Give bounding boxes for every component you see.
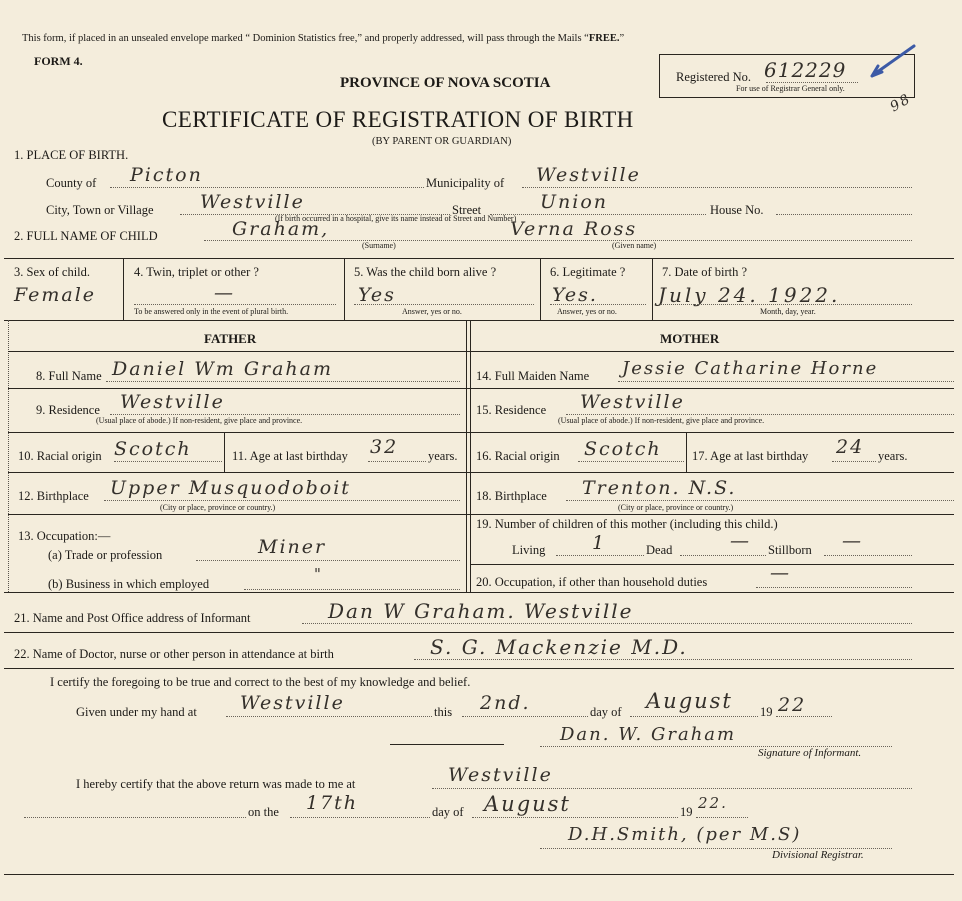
rule-parents-bottom	[4, 592, 954, 593]
county-label: County of	[46, 176, 97, 190]
registration-year-line	[696, 817, 748, 818]
rule-left-margin	[8, 320, 9, 592]
children-label: 19. Number of children of this mother (including this child.)	[476, 517, 778, 531]
rule-row8	[8, 388, 954, 389]
mail-notice	[22, 34, 624, 45]
registered-number-line	[766, 82, 858, 83]
father-racial-line	[114, 461, 222, 462]
registration-month-line	[472, 817, 678, 818]
legitimate-value: Yes.	[552, 284, 598, 306]
rule-parents-top	[4, 320, 954, 321]
stillborn-value: —	[842, 530, 863, 552]
street-value: Union	[540, 191, 609, 213]
living-line	[556, 555, 644, 556]
living-value: 1	[592, 532, 607, 554]
house-label: House No.	[710, 203, 764, 217]
twin-label: 4. Twin, triplet or other ?	[134, 265, 259, 279]
living-label: Living	[512, 543, 546, 557]
father-birthplace-label: 12. Birthplace	[18, 489, 89, 503]
this-label: this	[434, 705, 453, 719]
rule-bottom	[4, 874, 954, 875]
given-year-prefix: 19	[760, 705, 773, 719]
registration-day: 17th	[306, 792, 359, 814]
father-birthplace-line	[104, 500, 460, 501]
registration-year-prefix: 19	[680, 805, 693, 819]
father-age-line	[368, 461, 426, 462]
trade-value: Miner	[258, 536, 327, 558]
dead-value: —	[730, 530, 751, 552]
on-the-label: on the	[248, 805, 279, 819]
father-age-value: 32	[370, 436, 399, 458]
mother-racial-line	[578, 461, 684, 462]
stillborn-label: Stillborn	[768, 543, 812, 557]
informant-signature-label: Signature of Informant.	[758, 747, 862, 759]
certificate-subtitle: (BY PARENT OR GUARDIAN)	[372, 136, 512, 147]
place-of-birth-heading: 1. PLACE OF BIRTH.	[14, 148, 129, 162]
on-the-lead-line	[24, 817, 246, 818]
rule-row10	[8, 472, 954, 473]
city-label: City, Town or Village	[46, 203, 154, 217]
alive-line	[354, 304, 534, 305]
child-name-label: 2. FULL NAME OF CHILD	[14, 229, 158, 243]
rule-row12	[8, 514, 954, 515]
mail-notice-free: FREE.	[588, 33, 620, 44]
father-residence-note: (Usual place of abode.) If non-resident, give place and province.	[96, 416, 303, 425]
alive-value: Yes	[358, 284, 396, 306]
mail-notice-text: This form, if placed in an unsealed envelope marked “ Dominion Statistics free,” and properly addressed, will pass through the Mails “	[22, 33, 589, 44]
dead-label: Dead	[646, 543, 673, 557]
rule-parents-divider	[466, 320, 467, 592]
given-month-line	[630, 716, 758, 717]
business-value: "	[314, 565, 323, 583]
father-heading: FATHER	[204, 331, 257, 346]
informant-line	[302, 623, 912, 624]
dob-line	[660, 304, 912, 305]
doctor-label: 22. Name of Doctor, nurse or other person in attendance at birth	[14, 647, 334, 661]
hospital-note: (If birth occurred in a hospital, give its name instead of Street and Number)	[275, 214, 517, 223]
informant-value: Dan W Graham. Westville	[328, 599, 634, 623]
hereby-text: I hereby certify that the above return was made to me at	[76, 777, 356, 791]
rule-v-mother-age	[686, 432, 687, 472]
father-age-label: 11. Age at last birthday	[232, 449, 348, 463]
dead-line	[680, 555, 766, 556]
twin-line	[134, 304, 336, 305]
father-residence-value: Westville	[120, 391, 225, 413]
mail-notice-close: ”	[619, 33, 625, 44]
mother-occupation-line	[756, 587, 912, 588]
mother-residence-label: 15. Residence	[476, 403, 547, 417]
legitimate-note: Answer, yes or no.	[557, 307, 617, 316]
given-note: (Given name)	[612, 241, 657, 250]
registration-year: 22.	[698, 794, 728, 812]
father-name-line	[106, 381, 460, 382]
father-years: years.	[428, 449, 458, 463]
form-number: FORM 4.	[34, 54, 83, 68]
mother-residence-value: Westville	[580, 391, 685, 413]
trade-label: (a) Trade or profession	[48, 548, 163, 562]
alive-note: Answer, yes or no.	[402, 307, 462, 316]
house-line	[776, 214, 912, 215]
hereby-place-line	[432, 788, 912, 789]
rule-v3	[540, 258, 541, 320]
mother-age-value: 24	[836, 436, 865, 458]
margin-mark: 98	[887, 90, 915, 116]
sex-label: 3. Sex of child.	[14, 265, 91, 279]
trade-line	[196, 560, 460, 561]
mother-birthplace-line	[566, 500, 954, 501]
mother-birthplace-label: 18. Birthplace	[476, 489, 547, 503]
father-name-value: Daniel Wm Graham	[112, 358, 333, 380]
father-racial-value: Scotch	[114, 438, 192, 460]
county-value: Picton	[130, 164, 203, 186]
doctor-value: S. G. Mackenzie M.D.	[430, 635, 688, 659]
registrar-signature-label: Divisional Registrar.	[772, 849, 864, 861]
twin-value: —	[214, 282, 235, 304]
father-residence-label: 9. Residence	[36, 403, 100, 417]
given-label: Given under my hand at	[76, 705, 197, 719]
province-heading: PROVINCE OF NOVA SCOTIA	[340, 75, 551, 91]
mother-years: years.	[878, 449, 908, 463]
registrar-note: For use of Registrar General only.	[736, 84, 845, 93]
municipality-label: Municipality of	[426, 176, 505, 190]
mother-name-line	[618, 381, 954, 382]
child-name-line	[204, 240, 912, 241]
given-place: Westville	[240, 692, 345, 714]
legitimate-label: 6. Legitimate ?	[550, 265, 626, 279]
surname-note: (Surname)	[362, 241, 396, 250]
informant-label: 21. Name and Post Office address of Informant	[14, 611, 251, 625]
registration-day-of: day of	[432, 805, 464, 819]
mother-residence-note: (Usual place of abode.) If non-resident, give place and province.	[558, 416, 765, 425]
rule-row21	[4, 632, 954, 633]
rule-row9	[8, 432, 954, 433]
father-residence-line	[110, 414, 460, 415]
registration-day-line	[290, 817, 430, 818]
mother-heading: MOTHER	[660, 331, 720, 346]
registrar-signature: D.H.Smith, (per M.S)	[568, 824, 802, 845]
mother-racial-value: Scotch	[584, 438, 662, 460]
informant-signature: Dan. W. Graham	[560, 724, 737, 745]
stillborn-line	[824, 555, 912, 556]
given-month: August	[646, 689, 733, 713]
given-day: 2nd.	[480, 692, 531, 714]
mother-racial-label: 16. Racial origin	[476, 449, 560, 463]
rule-v-father-age	[224, 432, 225, 472]
registration-month: August	[484, 792, 571, 816]
rule-v4	[652, 258, 653, 320]
given-day-line	[462, 716, 588, 717]
rule-parents-divider-2	[470, 320, 471, 592]
mother-birthplace-value: Trenton. N.S.	[582, 477, 737, 499]
street-label: Street	[452, 203, 482, 217]
child-surname-value: Graham,	[232, 218, 330, 240]
doctor-line	[414, 659, 912, 660]
mother-residence-line	[566, 414, 954, 415]
given-place-line	[226, 716, 432, 717]
alive-label: 5. Was the child born alive ?	[354, 265, 497, 279]
legitimate-line	[550, 304, 646, 305]
certify-text: I certify the foregoing to be true and correct to the best of my knowledge and belief.	[50, 675, 471, 689]
rule-row3-top	[4, 258, 954, 259]
street-line	[490, 214, 706, 215]
business-line	[244, 589, 460, 590]
rule-parents-head	[8, 351, 954, 352]
rule-v1	[123, 258, 124, 320]
business-label: (b) Business in which employed	[48, 577, 210, 591]
mother-age-label: 17. Age at last birthday	[692, 449, 809, 463]
hereby-place: Westville	[448, 764, 553, 786]
mother-name-label: 14. Full Maiden Name	[476, 369, 590, 383]
mother-name-value: Jessie Catharine Horne	[622, 358, 879, 379]
check-mark-icon	[866, 42, 918, 84]
father-racial-label: 10. Racial origin	[18, 449, 102, 463]
father-birthplace-note: (City or place, province or country.)	[160, 503, 276, 512]
father-occupation-label: 13. Occupation:—	[18, 529, 111, 543]
father-name-label: 8. Full Name	[36, 369, 102, 383]
given-year: 22	[778, 694, 807, 716]
city-value: Westville	[200, 191, 305, 213]
municipality-value: Westville	[536, 164, 641, 186]
child-given-value: Verna Ross	[510, 218, 638, 240]
dob-label: 7. Date of birth ?	[662, 265, 748, 279]
sex-value: Female	[14, 284, 97, 306]
mother-age-line	[832, 461, 876, 462]
rule-v2	[344, 258, 345, 320]
blank-signature-rule	[390, 744, 504, 745]
registered-number-label: Registered No.	[676, 70, 751, 84]
mother-birthplace-note: (City or place, province or country.)	[618, 503, 734, 512]
municipality-line	[522, 187, 912, 188]
rule-row22	[4, 668, 954, 669]
county-line	[110, 187, 424, 188]
mother-occupation-value: —	[770, 562, 791, 584]
given-day-of: day of	[590, 705, 622, 719]
mother-occupation-label: 20. Occupation, if other than household duties	[476, 575, 708, 589]
rule-row19	[470, 564, 954, 565]
registered-number-value: 612229	[764, 58, 847, 82]
dob-value: July 24. 1922.	[658, 283, 841, 307]
father-birthplace-value: Upper Musquodoboit	[110, 477, 351, 499]
certificate-title: CERTIFICATE OF REGISTRATION OF BIRTH	[162, 107, 634, 132]
twin-note: To be answered only in the event of plural birth.	[134, 307, 289, 316]
given-year-line	[776, 716, 832, 717]
dob-note: Month, day, year.	[760, 307, 816, 316]
